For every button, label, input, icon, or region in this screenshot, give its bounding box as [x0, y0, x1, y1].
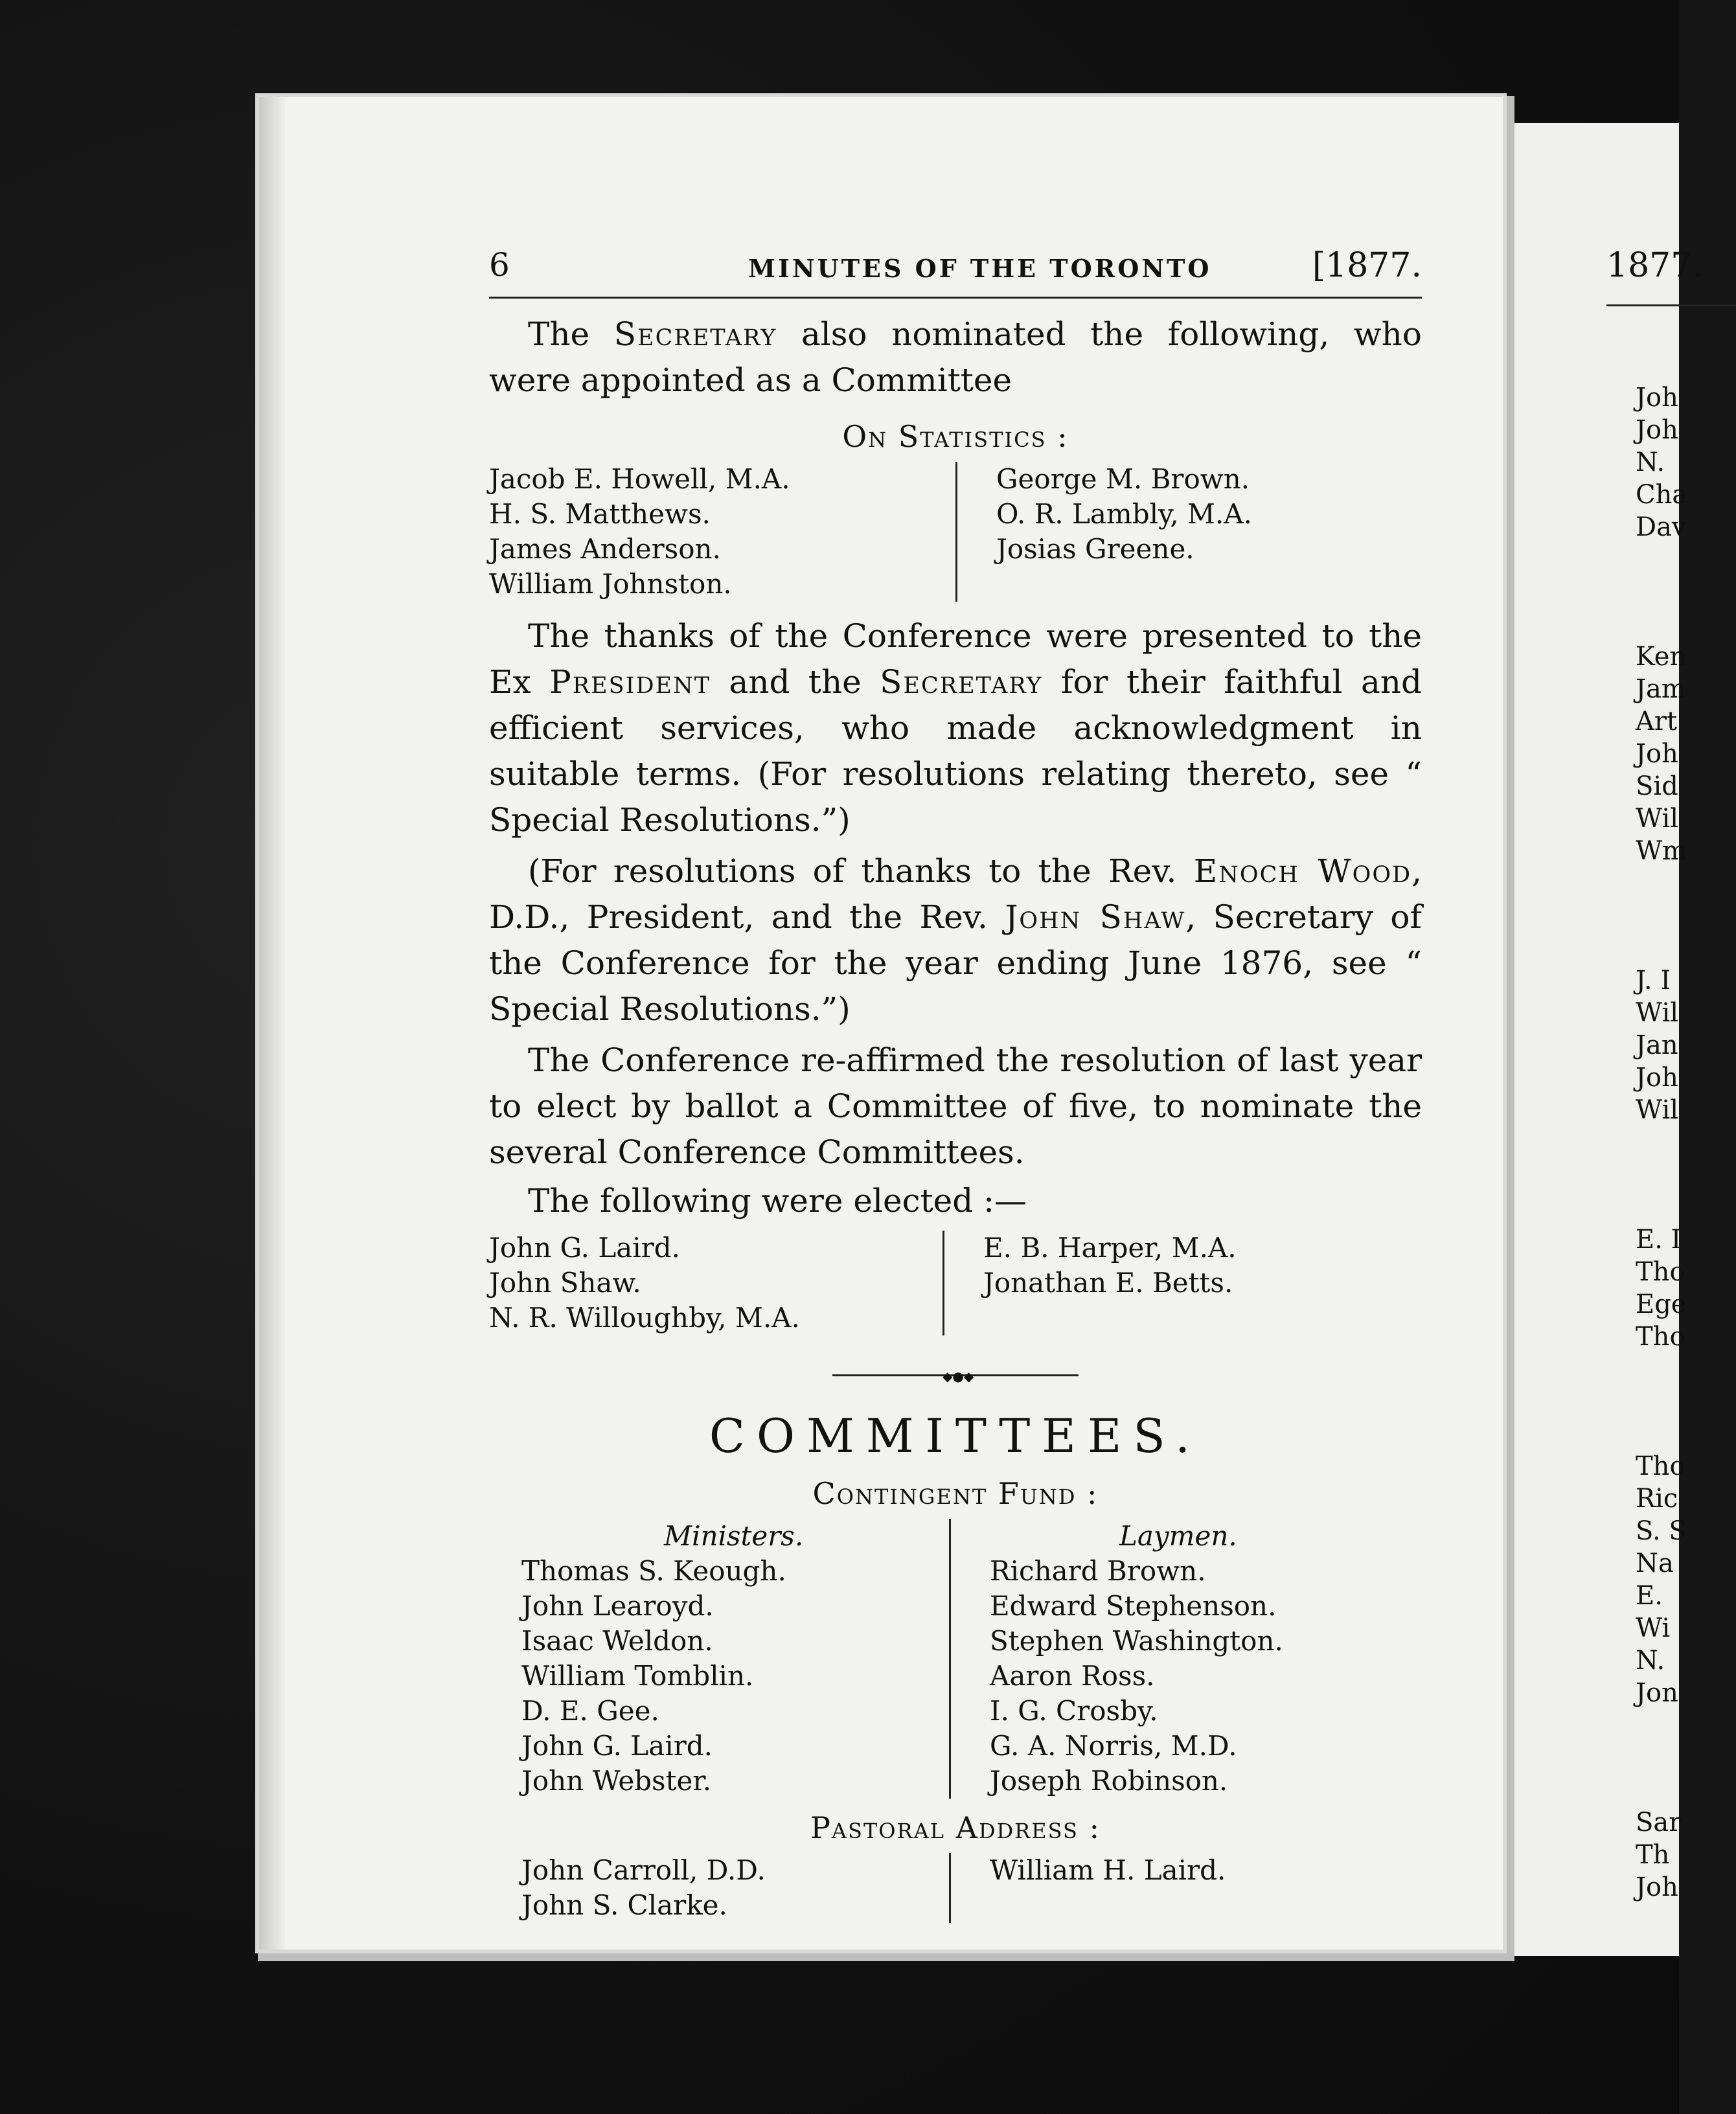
statistics-left-column [489, 462, 957, 602]
facing-page-fragment: Sid [1636, 771, 1678, 801]
facing-page-fragment: E. [1636, 1581, 1663, 1611]
ministers-column [521, 1519, 951, 1799]
page-number: 6 [489, 246, 510, 284]
pastoral-right-column [951, 1853, 1226, 1923]
layman-name: G. A. Norris, M.D. [990, 1730, 1237, 1762]
facing-page-fragment: Joh [1636, 739, 1678, 769]
facing-page-fragment: Jam [1636, 674, 1686, 704]
facing-page-fragment: Cha [1636, 480, 1688, 510]
facing-page-fragment: Wil [1636, 1095, 1678, 1125]
header-rule [489, 297, 1422, 299]
header-year: [1877. [1312, 246, 1422, 285]
facing-page-fragment: Ken [1636, 642, 1687, 672]
facing-page-fragment: Joh [1636, 1872, 1678, 1902]
paragraph-elected: The following were elected :— [528, 1182, 1027, 1220]
committee-member: Jacob E. Howell, M.A. [489, 463, 790, 495]
paragraph-resolutions: (For resolutions of thanks to the Rev. Enoch Wood, D.D., President, and the Rev. John Shaw, Secretary of the Conference for the year ending June 1876, see “ Special Resolutions.”) [489, 852, 1422, 1028]
pastoral-address-committee [489, 1853, 1422, 1923]
facing-page-fragment: Th [1636, 1840, 1670, 1870]
facing-page-fragment: Wi [1636, 1613, 1671, 1643]
committee-member: Jonathan E. Betts. [983, 1267, 1233, 1299]
committee-member: William H. Laird. [990, 1854, 1226, 1886]
committee-member: George M. Brown. [996, 463, 1250, 495]
committee-member: William Johnston. [489, 568, 732, 600]
facing-page-fragment: Tho [1636, 1322, 1685, 1352]
laymen-label: Laymen. [1119, 1520, 1237, 1552]
facing-page-fragment: Dav [1636, 512, 1687, 542]
page-content [489, 246, 1422, 1935]
page-header [489, 246, 1422, 291]
layman-name: Aaron Ross. [990, 1660, 1155, 1692]
committee-member: Josias Greene. [996, 533, 1194, 565]
facing-page-fragment: N. [1636, 1646, 1665, 1676]
committee-member: N. R. Willoughby, M.A. [489, 1302, 800, 1334]
committee-member: O. R. Lambly, M.A. [996, 498, 1252, 530]
paragraph-reaffirmed: The Conference re-affirmed the resolution of last year to elect by ballot a Committee of five, to nominate the several Conference Committees. [489, 1041, 1422, 1171]
facing-page-fragment: E. I [1636, 1225, 1682, 1255]
minister-name: D. E. Gee. [521, 1695, 659, 1727]
contingent-fund-committee [489, 1519, 1422, 1799]
facing-page-fragment: Tho [1636, 1257, 1685, 1287]
committee-member: John Shaw. [489, 1267, 641, 1299]
minister-name: William Tomblin. [521, 1660, 754, 1692]
facing-page-year: 1877. [1606, 246, 1703, 285]
committee-member: H. S. Matthews. [489, 498, 711, 530]
minister-name: Thomas S. Keough. [521, 1555, 786, 1587]
facing-page-fragment: Wm [1636, 836, 1687, 866]
layman-name: Stephen Washington. [990, 1625, 1283, 1657]
facing-page [1509, 123, 1703, 1956]
elected-right-column [944, 1231, 1237, 1335]
elected-committee [489, 1231, 1422, 1335]
committees-heading: COMMITTEES. [709, 1409, 1202, 1463]
committee-member: James Anderson. [489, 533, 721, 565]
committee-member: John G. Laird. [489, 1232, 681, 1264]
pastoral-left-column [521, 1853, 951, 1923]
page-binding-edge [259, 97, 285, 1949]
minister-name: John G. Laird. [521, 1730, 713, 1762]
facing-page-fragment: Joh [1636, 415, 1678, 445]
ministers-label: Ministers. [664, 1520, 804, 1552]
minister-name: Isaac Weldon. [521, 1625, 713, 1657]
ornamental-rule: ◆●◆ [832, 1374, 1079, 1376]
facing-page-fragment: Sar [1636, 1808, 1682, 1837]
committee-member: John S. Clarke. [521, 1889, 727, 1921]
facing-page-fragment: Na [1636, 1549, 1674, 1578]
laymen-column [951, 1519, 1283, 1799]
statistics-right-column [957, 462, 1252, 602]
facing-page-fragment: Art [1636, 707, 1678, 736]
pastoral-address-heading: Pastoral Address : [810, 1810, 1101, 1845]
facing-page-fragment: Ege [1636, 1290, 1687, 1319]
paragraph-secretary-nomination: The Secretary also nominated the following, who were appointed as a Committee [489, 315, 1422, 399]
facing-page-fragment: Wil [1636, 804, 1678, 834]
elected-left-column [489, 1231, 944, 1335]
statistics-heading: On Statistics : [842, 419, 1069, 454]
layman-name: Richard Brown. [990, 1555, 1206, 1587]
minister-name: John Learoyd. [521, 1590, 714, 1622]
contingent-fund-heading: Contingent Fund : [812, 1476, 1099, 1511]
facing-page-fragment: Jon [1636, 1678, 1678, 1708]
facing-page-fragment: Wil [1636, 998, 1678, 1028]
paragraph-thanks: The thanks of the Conference were presented to the Ex President and the Secretary for their faithful and efficient services, who made acknowledgment in suitable terms. (For resolutions relating thereto, see “ Special Resolutions.”) [489, 617, 1422, 839]
layman-name: I. G. Crosby. [990, 1695, 1158, 1727]
facing-page-fragment: Jan [1636, 1030, 1678, 1060]
facing-page-fragment: Tho [1636, 1451, 1685, 1481]
facing-page-fragment: Ric [1636, 1484, 1678, 1514]
minister-name: John Webster. [521, 1765, 712, 1797]
committee-member: E. B. Harper, M.A. [983, 1232, 1237, 1264]
facing-page-rule [1606, 304, 1736, 306]
layman-name: Joseph Robinson. [990, 1765, 1228, 1797]
facing-page-fragment: J. I [1636, 966, 1671, 995]
running-title: MINUTES OF THE TORONTO [748, 254, 1212, 283]
facing-page-fragment: S. S [1636, 1516, 1687, 1546]
layman-name: Edward Stephenson. [990, 1590, 1277, 1622]
statistics-committee [489, 462, 1422, 602]
committee-member: John Carroll, D.D. [521, 1854, 766, 1886]
facing-page-fragment: Joh [1636, 383, 1678, 413]
facing-page-fragment: Joh [1636, 1063, 1678, 1093]
facing-page-fragment: N. [1636, 448, 1665, 477]
